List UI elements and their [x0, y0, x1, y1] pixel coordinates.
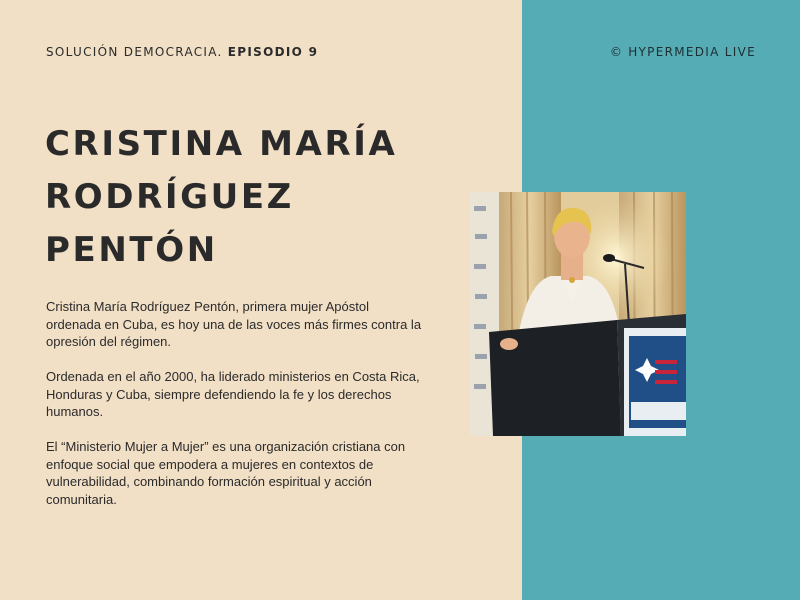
- portrait-photo: [469, 192, 686, 436]
- biography: [46, 298, 426, 526]
- title-line-1: CRISTINA MARÍA: [45, 124, 398, 164]
- page-title: [45, 118, 465, 277]
- episode-number: EPISODIO 9: [227, 45, 319, 59]
- bio-paragraph-2: Ordenada en el año 2000, ha liderado ministerios en Costa Rica, Honduras y Cuba, siempre defendiendo la fe y los derechos humanos.: [46, 369, 420, 419]
- series-label: [46, 45, 318, 59]
- title-line-2: RODRÍGUEZ: [45, 177, 294, 217]
- series-name: SOLUCIÓN DEMOCRACIA.: [46, 45, 223, 59]
- brand-credit: © HYPERMEDIA LIVE: [609, 45, 756, 59]
- bio-paragraph-3: El “Ministerio Mujer a Mujer” es una organización cristiana con enfoque social que empodera a mujeres en contextos de vulnerabilidad, combinando formación espiritual y acción comunitaria.: [46, 439, 406, 507]
- title-line-3: PENTÓN: [45, 230, 218, 270]
- bio-paragraph-1: Cristina María Rodríguez Pentón, primera mujer Apóstol ordenada en Cuba, es hoy una de las voces más firmes contra la opresión del régimen.: [46, 299, 422, 349]
